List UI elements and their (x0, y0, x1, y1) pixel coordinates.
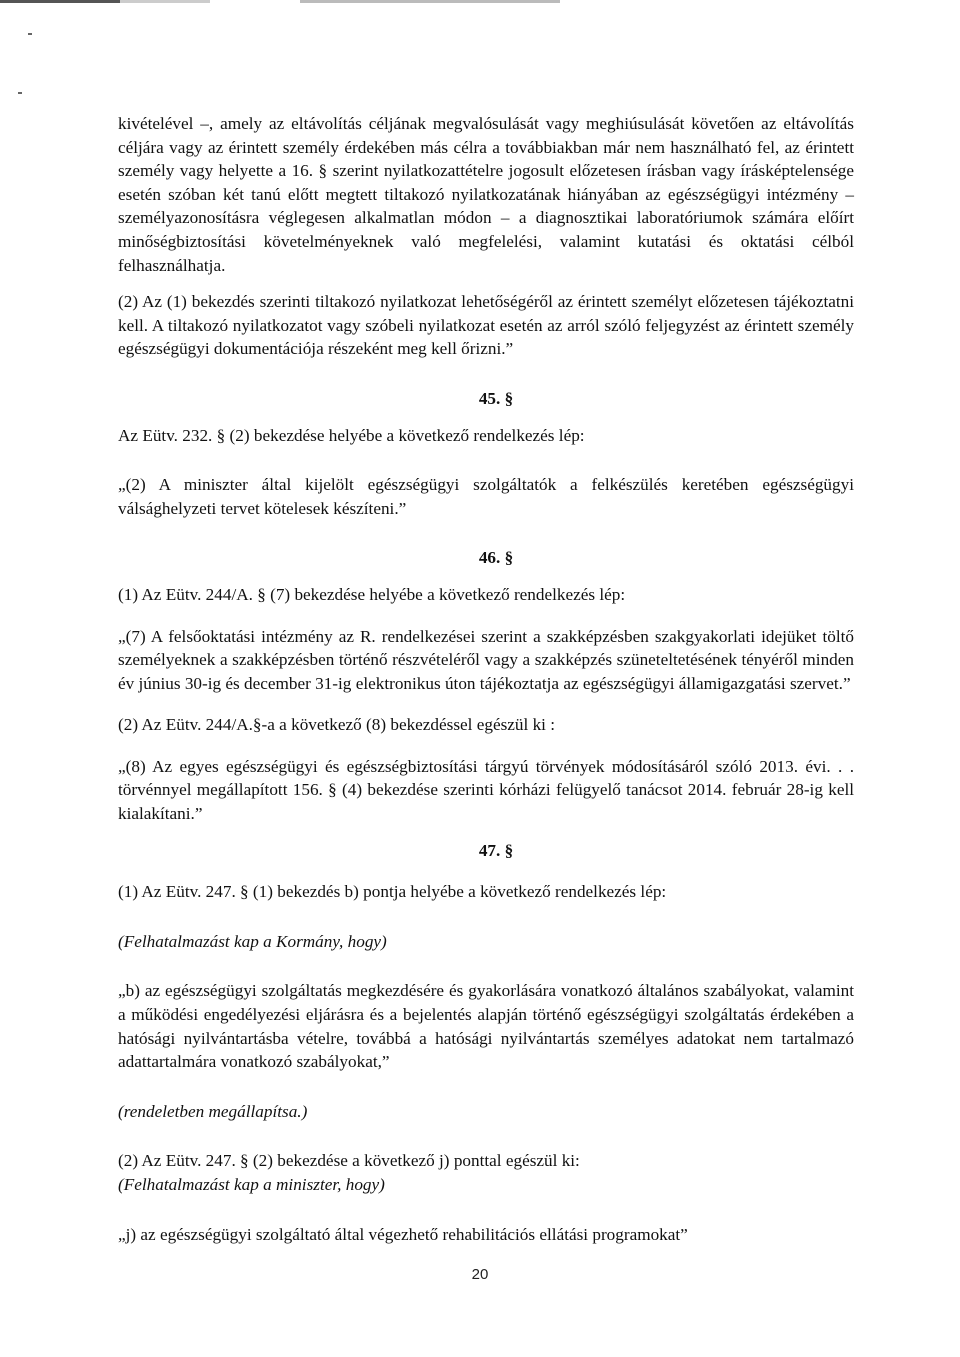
section-heading-45: 45. § (478, 388, 514, 408)
italic-intro: (Felhatalmazást kap a Kormány, hogy) (118, 931, 387, 951)
quoted-provision: „(2) A miniszter által kijelölt egészségügyi szolgáltatók a felkészülés keretében egészségügyi válsághelyzeti tervet kötelesek készíteni.” (118, 475, 854, 518)
quoted-provision: „b) az egészségügyi szolgáltatás megkezdésére és gyakorlására vonatkozó általános szabályokat, valamint a működési engedélyezési eljárásra és a bejelentés alapján történő egészségügyi szolgáltatás érdekében a hatósági nyilvántartásba vételre, továbbá a hatósági nyilvántartás személyes adatokat nem tartalmazó adattartalmára vonatkozó szabályokat,” (118, 981, 854, 1072)
paragraph: kivételével –, amely az eltávolítás céljának megvalósulását vagy meghiúsulását követően az eltávolítás céljára vagy az érintett személy érdekében más célra a továbbiakban már nem használható fel, az érintett személy vagy helyette a 16. § szerint nyilatkozattételre jogosult előzetesen írásban vagy írásképtelensége esetén szóban két tanú előtt megtett tiltakozó nyilatkozatának hiányában az egészségügyi intézmény – személyazonosításra véglegesen alkalmatlan módon – a diagnosztikai laboratóriumok számára előírt minőségbiztosítási követelményeknek való megfelelési, valamint kutatási és oktatási célból felhasználhatja. (118, 114, 854, 275)
italic-outro: (rendeletben megállapítsa.) (118, 1101, 308, 1121)
scan-speck (28, 33, 32, 35)
paragraph: (1) Az Eütv. 247. § (1) bekezdés b) pontja helyébe a következő rendelkezés lép: (118, 882, 667, 902)
quoted-provision: „(7) A felsőoktatási intézmény az R. rendelkezései szerint a szakképzésben szakgyakorlati idejüket töltő személyeknek a szakképzésben történő részvételéről vagy a szakképzés szüneteltetésének tényéről minden év június 30-ig és december 31-ig elektronikus úton tájékoztatja az egészségügyi államigazgatási szervet.” (118, 626, 854, 693)
paragraph: (2) Az (1) bekezdés szerinti tiltakozó nyilatkozat lehetőségéről az érintett személyt előzetesen tájékoztatni kell. A tiltakozó nyilatkozatot vagy szóbeli nyilatkozat esetén az arról szóló feljegyzést az érintett személy egészségügyi dokumentációja részeként meg kell őrizni.” (118, 292, 854, 359)
scan-top-edge (0, 0, 960, 3)
section-heading-47: 47. § (478, 840, 514, 860)
page-number: 20 (471, 1266, 489, 1283)
paragraph: Az Eütv. 232. § (2) bekezdése helyébe a következő rendelkezés lép: (118, 425, 585, 445)
paragraph: (2) Az Eütv. 244/A.§-a a következő (8) bekezdéssel egészül ki : (118, 715, 556, 735)
document-body (118, 112, 854, 1246)
scan-speck (18, 92, 22, 94)
italic-intro: (Felhatalmazást kap a miniszter, hogy) (118, 1175, 385, 1194)
paragraph: (1) Az Eütv. 244/A. § (7) bekezdése helyébe a következő rendelkezés lép: (118, 584, 626, 604)
section-heading-46: 46. § (478, 548, 514, 568)
quoted-provision: „j) az egészségügyi szolgáltató által végezhető rehabilitációs ellátási programokat” (118, 1224, 688, 1244)
quoted-provision: „(8) Az egyes egészségügyi és egészségbiztosítási tárgyú törvények módosításáról szóló 2013. évi. . . törvénnyel megállapított 156. § (4) bekezdése szerinti kórházi felügyelő tanácsot 2014. február 28-ig kell kialakítani.” (118, 756, 854, 824)
paragraph: (2) Az Eütv. 247. § (2) bekezdése a következő j) ponttal egészül ki: (118, 1151, 580, 1171)
